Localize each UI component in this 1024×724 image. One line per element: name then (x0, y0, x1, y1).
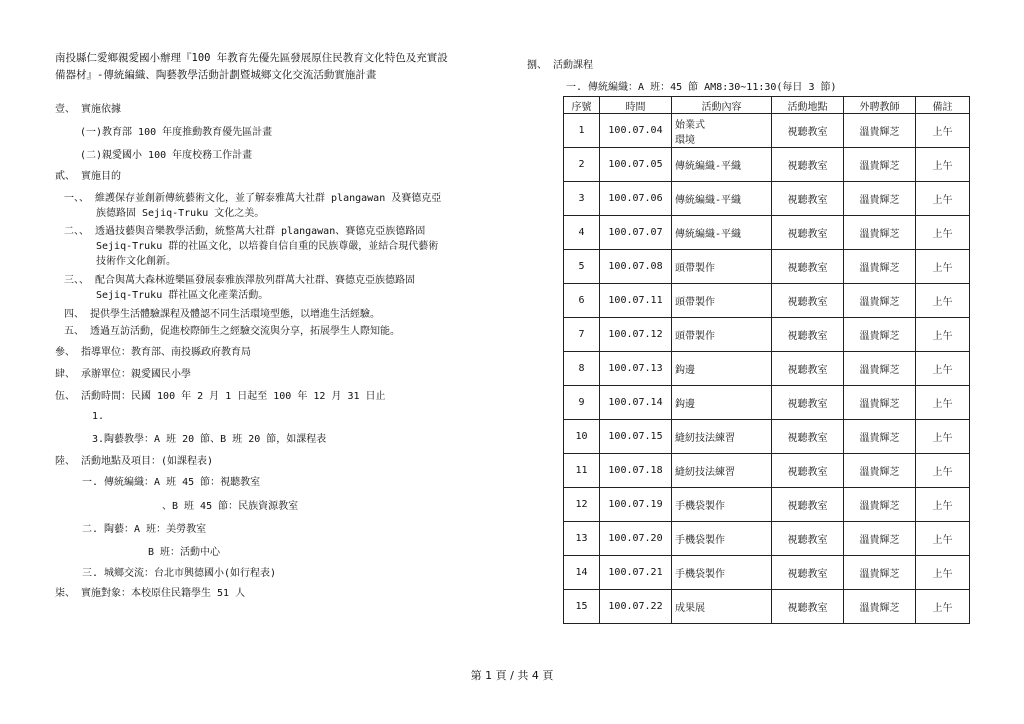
text-line: 、B 班 45 節：民族資源教室 (162, 501, 299, 512)
table-row (564, 318, 970, 352)
cell-teacher: 溫貴輝芝 (844, 386, 916, 420)
cell-time: 100.07.20 (600, 522, 672, 556)
cell-teacher: 溫貴輝芝 (844, 250, 916, 284)
cell-content: 頭帶製作 (672, 284, 772, 318)
text-line: 五、 透過互訪活動，促進校際師生之經驗交流與分享，拓展學生人際知能。 (64, 326, 401, 337)
cell-location: 視聽教室 (772, 522, 844, 556)
cell-location: 視聽教室 (772, 216, 844, 250)
header-location: 活動地點 (772, 97, 844, 114)
cell-note: 上午 (916, 182, 970, 216)
cell-teacher: 溫貴輝芝 (844, 114, 916, 148)
table-row (564, 182, 970, 216)
cell-content: 手機袋製作 (672, 522, 772, 556)
cell-time: 100.07.19 (600, 488, 672, 522)
cell-teacher: 溫貴輝芝 (844, 522, 916, 556)
header-teacher: 外聘教師 (844, 97, 916, 114)
cell-note: 上午 (916, 386, 970, 420)
cell-index: 12 (564, 488, 600, 522)
cell-location: 視聽教室 (772, 454, 844, 488)
table-row (564, 420, 970, 454)
text-line: B 班：活動中心 (148, 547, 221, 558)
table-row (564, 556, 970, 590)
table-row (564, 386, 970, 420)
cell-time: 100.07.06 (600, 182, 672, 216)
cell-index: 10 (564, 420, 600, 454)
cell-teacher: 溫貴輝芝 (844, 488, 916, 522)
cell-location: 視聽教室 (772, 352, 844, 386)
text-line: Sejiq-Truku 群的社區文化，以培養自信自重的民族尊嚴，並結合現代藝術 (96, 241, 439, 252)
cell-index: 1 (564, 114, 600, 148)
cell-location: 視聽教室 (772, 250, 844, 284)
cell-index: 15 (564, 590, 600, 624)
text-line: Sejiq-Truku 群社區文化產業活動。 (96, 290, 269, 301)
cell-time: 100.07.18 (600, 454, 672, 488)
text-line: 族德路固 Sejiq-Truku 文化之美。 (96, 208, 265, 219)
cell-index: 2 (564, 148, 600, 182)
table-row (564, 522, 970, 556)
header-note: 備註 (916, 97, 970, 114)
text-line: 四、 提供學生活體驗課程及體認不同生活環境型態，以增進生活經驗。 (64, 309, 381, 320)
cell-teacher: 溫貴輝芝 (844, 556, 916, 590)
table-row (564, 114, 970, 148)
title-line-2: 備器材』-傳統編織、陶藝教學活動計劃暨城鄉文化交流活動實施計畫 (55, 69, 377, 81)
cell-content: 傳統編織-平織 (672, 216, 772, 250)
cell-note: 上午 (916, 488, 970, 522)
cell-teacher: 溫貴輝芝 (844, 352, 916, 386)
cell-content: 鈎邊 (672, 352, 772, 386)
page-footer: 第 1 頁 / 共 4 頁 (470, 669, 554, 682)
table-row (564, 148, 970, 182)
cell-index: 3 (564, 182, 600, 216)
cell-location: 視聽教室 (772, 488, 844, 522)
table-row (564, 454, 970, 488)
text-line: 陸、 活動地點及項目：(如課程表) (55, 456, 214, 467)
cell-teacher: 溫貴輝芝 (844, 182, 916, 216)
cell-teacher: 溫貴輝芝 (844, 148, 916, 182)
cell-teacher: 溫貴輝芝 (844, 420, 916, 454)
text-line: 技術作文化創新。 (96, 256, 176, 267)
text-line: 三. 城鄉交流：台北市興德國小(如行程表) (82, 568, 277, 579)
cell-time: 100.07.14 (600, 386, 672, 420)
cell-index: 4 (564, 216, 600, 250)
cell-note: 上午 (916, 216, 970, 250)
subsection-title: 一. 傳統編織：A 班：45 節 AM8:30~11:30(每日 3 節) (566, 82, 837, 93)
cell-location: 視聽教室 (772, 114, 844, 148)
cell-location: 視聽教室 (772, 318, 844, 352)
cell-content: 傳統編織-平織 (672, 182, 772, 216)
cell-location: 視聽教室 (772, 386, 844, 420)
cell-note: 上午 (916, 284, 970, 318)
cell-content: 始業式 環境 (672, 114, 772, 148)
cell-index: 11 (564, 454, 600, 488)
cell-teacher: 溫貴輝芝 (844, 284, 916, 318)
cell-index: 9 (564, 386, 600, 420)
text-line: 貳、 實施目的 (55, 171, 122, 182)
cell-location: 視聽教室 (772, 148, 844, 182)
cell-content: 縫紉技法練習 (672, 420, 772, 454)
section-title: 捌、 活動課程 (527, 60, 594, 71)
text-line: 柒、 實施對象：本校原住民籍學生 51 人 (55, 588, 246, 599)
cell-content: 手機袋製作 (672, 556, 772, 590)
table-row (564, 284, 970, 318)
text-line: (一)教育部 100 年度推動教育優先區計畫 (80, 127, 273, 138)
cell-content: 成果展 (672, 590, 772, 624)
cell-content: 鈎邊 (672, 386, 772, 420)
title-line-1: 南投縣仁愛鄉親愛國小辦理『100 年教育先優先區發展原住民教育文化特色及充實設 (55, 52, 448, 64)
cell-location: 視聽教室 (772, 556, 844, 590)
cell-location: 視聽教室 (772, 420, 844, 454)
cell-content: 頭帶製作 (672, 250, 772, 284)
cell-time: 100.07.12 (600, 318, 672, 352)
cell-content: 頭帶製作 (672, 318, 772, 352)
text-line: (二)親愛國小 100 年度校務工作計畫 (80, 150, 253, 161)
cell-note: 上午 (916, 420, 970, 454)
cell-time: 100.07.13 (600, 352, 672, 386)
cell-teacher: 溫貴輝芝 (844, 216, 916, 250)
cell-index: 7 (564, 318, 600, 352)
cell-content: 縫紉技法練習 (672, 454, 772, 488)
header-content: 活動內容 (672, 97, 772, 114)
table-row (564, 590, 970, 624)
cell-time: 100.07.04 (600, 114, 672, 148)
cell-time: 100.07.05 (600, 148, 672, 182)
cell-note: 上午 (916, 250, 970, 284)
cell-note: 上午 (916, 590, 970, 624)
cell-index: 6 (564, 284, 600, 318)
cell-note: 上午 (916, 318, 970, 352)
cell-teacher: 溫貴輝芝 (844, 454, 916, 488)
text-line: 1. (92, 411, 105, 422)
text-line: 一. 傳統編織：A 班 45 節：視聽教室 (82, 477, 261, 488)
text-line: 二. 陶藝：A 班：美勞教室 (82, 524, 207, 535)
document-title (55, 50, 505, 84)
header-index: 序號 (564, 97, 600, 114)
cell-note: 上午 (916, 522, 970, 556)
cell-note: 上午 (916, 556, 970, 590)
text-line: 3.陶藝教學：A 班 20 節、B 班 20 節，如課程表 (92, 434, 327, 445)
cell-location: 視聽教室 (772, 284, 844, 318)
text-line: 肆、 承辦單位：親愛國民小學 (55, 369, 192, 380)
cell-teacher: 溫貴輝芝 (844, 590, 916, 624)
cell-time: 100.07.11 (600, 284, 672, 318)
text-line: 二、、 透過技藝與音樂教學活動，統整萬大社群 plangawan、賽德克亞族德路固 (64, 226, 426, 237)
cell-location: 視聽教室 (772, 590, 844, 624)
cell-location: 視聽教室 (772, 182, 844, 216)
cell-time: 100.07.15 (600, 420, 672, 454)
text-line: 壹、 實施依據 (55, 104, 122, 115)
cell-note: 上午 (916, 114, 970, 148)
table-row (564, 352, 970, 386)
table-header-row (564, 97, 970, 114)
table-row (564, 250, 970, 284)
cell-time: 100.07.07 (600, 216, 672, 250)
cell-time: 100.07.22 (600, 590, 672, 624)
text-line: 參、 指導單位：教育部、南投縣政府教育局 (55, 347, 252, 358)
header-time: 時間 (600, 97, 672, 114)
cell-note: 上午 (916, 454, 970, 488)
cell-index: 13 (564, 522, 600, 556)
cell-index: 8 (564, 352, 600, 386)
text-line: 伍、 活動時間：民國 100 年 2 月 1 日起至 100 年 12 月 31 日止 (55, 391, 386, 402)
cell-note: 上午 (916, 148, 970, 182)
cell-index: 5 (564, 250, 600, 284)
cell-teacher: 溫貴輝芝 (844, 318, 916, 352)
schedule-table (563, 96, 970, 624)
text-line: 三、、 配合與萬大森林遊樂區發展泰雅族澤敖列群萬大社群、賽德克亞族德路固 (64, 275, 416, 286)
cell-time: 100.07.08 (600, 250, 672, 284)
cell-content: 手機袋製作 (672, 488, 772, 522)
text-line: 一、、 維護保存並創新傳統藝術文化，並了解泰雅萬大社群 plangawan 及賽德克亞 (64, 193, 442, 204)
table-row (564, 488, 970, 522)
cell-content: 傳統編織-平織 (672, 148, 772, 182)
cell-index: 14 (564, 556, 600, 590)
table-row (564, 216, 970, 250)
cell-note: 上午 (916, 352, 970, 386)
cell-time: 100.07.21 (600, 556, 672, 590)
